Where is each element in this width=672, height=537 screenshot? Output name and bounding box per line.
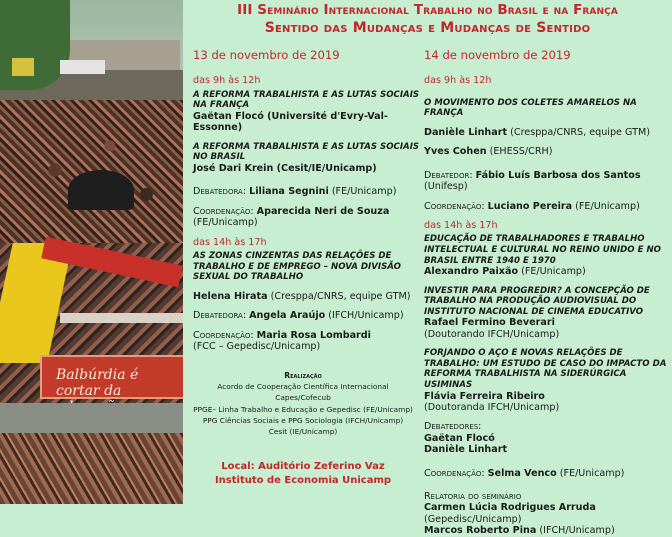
organizers-line: Cesit (IE/Unicamp) (268, 427, 338, 437)
day2-afternoon-time: das 14h às 17h (424, 220, 498, 232)
day1-afternoon-speaker: Helena Hirata (Cresppa/CNRS, equipe GTM) (193, 290, 411, 302)
day2-afternoon-coordinator: Coordenação: Selma Venco (FE/Unicamp) (424, 467, 625, 479)
day2-speaker1: Danièle Linhart (Cresppa/CNRS, equipe GTM) (424, 127, 650, 138)
day2-talk3-affil: (Doutoranda IFCH/Unicamp) (424, 402, 560, 413)
day2-morning-time: das 9h às 12h (424, 75, 492, 87)
seminar-subtitle: Sentido das Mudanças e Mudanças de Sentido (264, 20, 591, 36)
day1-talk2-speaker: José Dari Krein (Cesit/IE/Unicamp) (193, 163, 377, 174)
day2-morning-debater: Debatedor: Fábio Luís Barbosa dos Santos (Unifesp) (424, 169, 641, 193)
photo-umbrella (68, 170, 134, 210)
day2-morning-title: O MOVIMENTO DOS COLETES AMARELOS NA FRANÇA (424, 97, 637, 119)
day2-morning-coordinator: Coordenação: Luciano Pereira (FE/Unicamp) (424, 200, 640, 212)
day1-column (193, 50, 425, 352)
crowd-photo-top (0, 0, 183, 243)
photo-flag (12, 58, 34, 76)
day1-afternoon-debater: Debatedora: Angela Araújo (IFCH/Unicamp) (193, 310, 404, 322)
photo-banner (60, 60, 105, 74)
day2-talk1-title: EDUCAÇÃO DE TRABALHADORES E TRABALHO INTELECTUAL E CULTURAL NO REINO UNIDO E NO BRASIL ENTRE 1940 E 1970 (424, 234, 661, 266)
rapporteur1: Carmen Lúcia Rodrigues Arruda (Gepedisc/Unicamp) (424, 502, 596, 525)
day2-debater1: Gaëtan Flocó (424, 432, 495, 444)
day2-date: 14 de novembro de 2019 (424, 48, 571, 62)
organizers-label: Realização (284, 371, 322, 380)
day1-afternoon-coordinator: Coordenação: Maria Rosa Lombardi (FCC – Gepedisc/Unicamp) (193, 329, 371, 353)
day1-afternoon-time: das 14h às 17h (193, 236, 267, 248)
venue-block (183, 460, 423, 488)
crowd-photo-bottom (0, 403, 183, 504)
day1-morning-debater: Debatedora: Liliana Segnini (FE/Unicamp) (193, 186, 397, 198)
organizers-line: PPGE– Linha Trabalho e Educação e Gepedisc (FE/Unicamp) (193, 404, 413, 414)
day1-talk2-title: A REFORMA TRABALHISTA E AS LUTAS SOCIAIS NO BRASIL (193, 141, 420, 163)
day2-talk3-title: FORJANDO O AÇO E NOVAS RELAÇÕES DE TRABALHO: UM ESTUDO DE CASO DO IMPACTO DA REFORMA TRABALHISTA NA SIDERÚRGICA USIMINAS (424, 348, 667, 390)
rapporteur2: Marcos Roberto Pina (IFCH/Unicamp) (424, 525, 615, 537)
day2-talk2-speaker: Rafael Fermino Beverari (424, 317, 555, 329)
photo-red-banner-bottom (40, 355, 183, 399)
seminar-title: III Seminário Internacional Trabalho no Brasil e na França (237, 2, 618, 18)
day2-column (424, 50, 669, 537)
organizers-line: Capes/Cofecub (275, 393, 331, 403)
photo-sky-bottom (0, 403, 183, 433)
day1-talk1-speaker: Gaëtan Flocó (Université d'Evry-Val-Essonne) (193, 111, 388, 134)
day2-talk2-affil: (Doutorando IFCH/Unicamp) (424, 328, 560, 340)
rapporteurs-label: Relatoria do seminário (424, 491, 522, 503)
banner-text: Balbúrdia é cortar da (56, 367, 139, 399)
day1-afternoon-title: AS ZONAS CINZENTAS DAS RELAÇÕES DE TRABALHO E DE EMPREGO – NOVA DIVISÃO SEXUAL DO TRABALHO (193, 251, 401, 283)
organizers-line: PPG Ciências Sociais e PPG Sociologia (IFCH/Unicamp) (202, 415, 404, 425)
day1-talk1-title: A REFORMA TRABALHISTA E AS LUTAS SOCIAIS NA FRANÇA (193, 89, 420, 111)
day1-morning-time: das 9h às 12h (193, 75, 261, 87)
venue-line1: Local: Auditório Zeferino Vaz (221, 461, 385, 472)
crowd-photo-middle (0, 243, 183, 403)
day2-speaker2: Yves Cohen (EHESS/CRH) (424, 146, 553, 158)
day2-debater2: Danièle Linhart (424, 444, 508, 456)
photo-tree (0, 0, 70, 90)
day2-debaters-label: Debatedores: (424, 421, 482, 433)
day2-talk1-speaker: Alexandro Paixão (FE/Unicamp) (424, 266, 586, 278)
organizers-line: Acordo de Cooperação Científica Internacional (217, 382, 389, 392)
protest-photo-collage (0, 0, 183, 504)
day2-talk2-title: INVESTIR PARA PROGREDIR? A CONCEPÇÃO DE TRABALHO NA PRODUÇÃO AUDIOVISUAL DO INSTITUTO NACIONAL DE CINEMA EDUCATIVO (424, 285, 650, 317)
day2-talk3-speaker: Flávia Ferreira Ribeiro (424, 390, 545, 402)
venue-line2: Instituto de Economia Unicamp (214, 475, 392, 486)
organizers-block (183, 370, 423, 437)
event-program (183, 0, 672, 537)
day1-morning-coordinator: Coordenação: Aparecida Neri de Souza (FE/Unicamp) (193, 205, 390, 229)
day1-date: 13 de novembro de 2019 (193, 48, 340, 62)
photo-roof (60, 313, 183, 323)
